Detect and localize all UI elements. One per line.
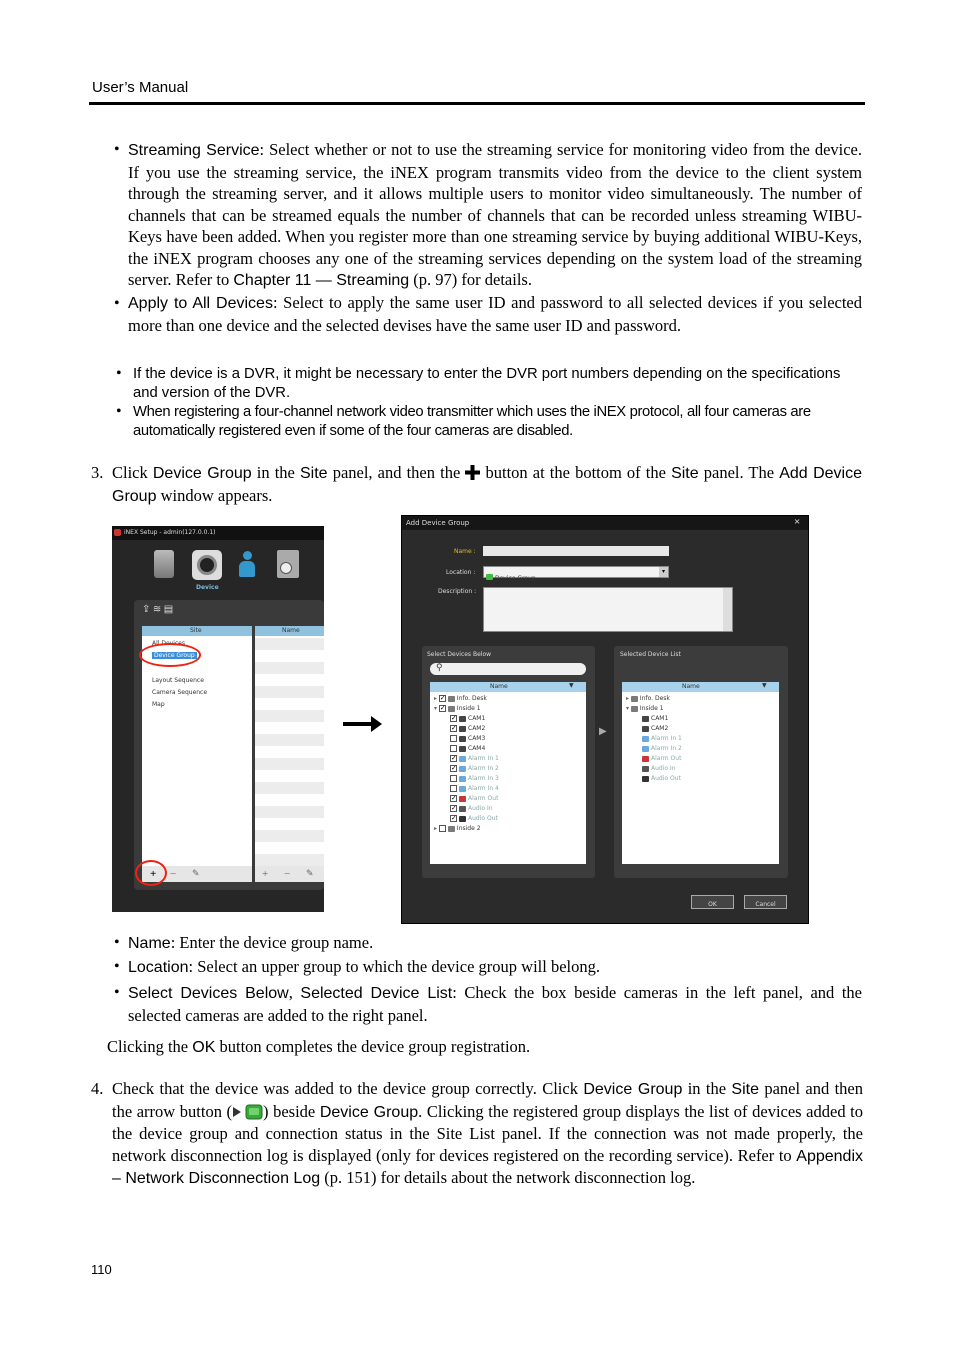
device-label: Alarm In 2 bbox=[651, 745, 682, 752]
bullet-text: : Select to apply the same user ID and password to all selected devices if you selected more than one device and the selected devises have the same user ID and password. bbox=[128, 293, 862, 335]
inex-setup-screenshot bbox=[112, 526, 324, 912]
ui-term: Device Group bbox=[319, 1103, 419, 1121]
device-row[interactable] bbox=[624, 714, 668, 724]
checkbox[interactable] bbox=[450, 725, 457, 732]
bullet-text: (p. 97) for details. bbox=[409, 270, 532, 289]
sort-icon[interactable]: ▼ bbox=[762, 682, 767, 689]
dev-icon bbox=[448, 696, 455, 702]
ok-line: Clicking the OK button completes the device group registration. bbox=[107, 1037, 531, 1056]
checkbox[interactable] bbox=[439, 695, 446, 702]
audout-icon bbox=[459, 816, 466, 822]
checkbox[interactable] bbox=[439, 705, 446, 712]
location-label: Location : bbox=[446, 569, 476, 576]
device-label: CAM1 bbox=[651, 715, 669, 722]
dev-icon bbox=[631, 696, 638, 702]
location-value: Device Group bbox=[495, 575, 536, 582]
checkbox[interactable] bbox=[450, 805, 457, 812]
tab-label-device: Device bbox=[196, 584, 219, 591]
device-row[interactable] bbox=[624, 774, 681, 784]
selected-device-list[interactable] bbox=[622, 682, 779, 864]
device-tab[interactable] bbox=[192, 550, 222, 580]
cam-icon bbox=[459, 716, 466, 722]
cam-icon bbox=[459, 746, 466, 752]
expand-arrow-icon bbox=[232, 1106, 242, 1118]
ain-icon bbox=[459, 776, 466, 782]
tree-all-devices[interactable]: All Devices bbox=[152, 640, 185, 647]
device-row[interactable] bbox=[432, 764, 499, 774]
add-device-group-dialog bbox=[401, 515, 809, 924]
checkbox[interactable] bbox=[450, 755, 457, 762]
bullet-apply-all bbox=[128, 292, 862, 336]
checkbox[interactable] bbox=[450, 775, 457, 782]
device-row[interactable] bbox=[624, 724, 668, 734]
checkbox[interactable] bbox=[450, 765, 457, 772]
device-row[interactable] bbox=[432, 814, 498, 824]
expand-icon[interactable]: ▸ bbox=[434, 825, 439, 832]
bullet-dot: • bbox=[114, 934, 120, 951]
step-number: 4. bbox=[91, 1079, 104, 1098]
ui-term: Site bbox=[300, 465, 328, 482]
highlight-circle bbox=[135, 860, 167, 886]
checkbox[interactable] bbox=[450, 735, 457, 742]
device-row[interactable] bbox=[624, 734, 682, 744]
ui-term: Device Group bbox=[152, 465, 252, 482]
server-icon[interactable] bbox=[154, 550, 174, 578]
ain-icon bbox=[459, 766, 466, 772]
dev-icon bbox=[448, 706, 455, 712]
ain-icon bbox=[459, 756, 466, 762]
bullet-dot: • bbox=[114, 141, 120, 158]
checkbox[interactable] bbox=[450, 795, 457, 802]
dialog-title: Add Device Group bbox=[406, 519, 470, 527]
device-row[interactable] bbox=[624, 744, 682, 754]
aout-icon bbox=[459, 796, 466, 802]
bullet-dot: • bbox=[114, 958, 120, 975]
bullet-dot: • bbox=[116, 403, 122, 420]
col-site: Site bbox=[190, 627, 202, 634]
bullet-dot: • bbox=[114, 984, 120, 1001]
plus-icon bbox=[465, 465, 480, 480]
add-button[interactable]: + bbox=[150, 868, 157, 880]
device-row[interactable] bbox=[432, 804, 493, 814]
app-icon bbox=[114, 529, 121, 536]
checkbox[interactable] bbox=[450, 785, 457, 792]
bullet-streaming-service bbox=[128, 139, 862, 292]
device-label: Info. Desk bbox=[639, 695, 670, 702]
device-label: Inside 2 bbox=[456, 825, 481, 832]
selected-device-title: Selected Device List bbox=[620, 651, 681, 658]
device-label: CAM3 bbox=[468, 735, 486, 742]
audin-icon bbox=[642, 766, 649, 772]
device-row[interactable] bbox=[432, 784, 499, 794]
checkbox[interactable] bbox=[450, 815, 457, 822]
term: Streaming Service bbox=[128, 142, 260, 159]
header-title: User’s Manual bbox=[92, 79, 189, 96]
cam-icon bbox=[459, 726, 466, 732]
arrow-right-icon bbox=[343, 715, 383, 733]
name-input[interactable] bbox=[483, 546, 669, 556]
bullet-dot: • bbox=[116, 365, 122, 382]
col-name: Name bbox=[682, 683, 700, 690]
camera-icon bbox=[197, 555, 217, 575]
note-dvr: If the device is a DVR, it might be necessary to enter the DVR port numbers depending on the specifications and version of the DVR. bbox=[133, 366, 841, 401]
device-label: Audio Out bbox=[468, 815, 498, 822]
edit-button-2[interactable]: ✎ bbox=[306, 868, 314, 878]
device-row[interactable] bbox=[432, 734, 485, 744]
ain-icon bbox=[642, 736, 649, 742]
term: Select Devices Below bbox=[128, 985, 289, 1002]
term: Selected Device List bbox=[300, 985, 453, 1002]
device-row[interactable] bbox=[432, 714, 485, 724]
term: Name bbox=[128, 935, 171, 952]
expand-icon[interactable]: ▸ bbox=[434, 695, 439, 702]
device-label: CAM2 bbox=[468, 725, 486, 732]
cross-ref: Chapter 11 — Streaming bbox=[233, 272, 410, 289]
aout-icon bbox=[642, 756, 649, 762]
device-row[interactable] bbox=[624, 764, 676, 774]
bullet-location: Location: Select an upper group to which the device group will belong. bbox=[128, 957, 600, 976]
cam-icon bbox=[642, 726, 649, 732]
header-rule bbox=[89, 102, 865, 105]
description-label: Description : bbox=[438, 588, 477, 595]
bullet-text: : Select whether or not to use the streaming service for monitoring video from the device. If you use the streaming service, the iNEX program transmits video from the device to the client system through the streaming server, and it allows multiple users to monitor video simultaneously. The number of channels that can be streamed equals the number of channels that can be recorded unless streaming WIBU-Keys have been added. When you register more than one streaming service by buying additional WIBU-Keys, the iNEX program chooses any one of the streaming services depending on the system load of the streaming server. Refer to bbox=[128, 140, 862, 289]
location-select[interactable] bbox=[483, 566, 669, 582]
group-icon bbox=[486, 574, 493, 580]
device-row[interactable] bbox=[432, 794, 498, 804]
note-four-channel: When registering a four-channel network video transmitter which uses the iNEX protocol, all four cameras are automatically registered even if some of the four cameras are disabled. bbox=[133, 404, 811, 439]
device-label: Audio In bbox=[468, 805, 493, 812]
device-label: Audio Out bbox=[651, 775, 681, 782]
device-row[interactable] bbox=[624, 754, 681, 764]
device-row[interactable] bbox=[624, 694, 670, 704]
device-label: Info. Desk bbox=[456, 695, 487, 702]
edit-button[interactable]: ✎ bbox=[192, 868, 200, 878]
device-row[interactable] bbox=[432, 774, 499, 784]
device-label: Alarm In 1 bbox=[651, 735, 682, 742]
device-label: Alarm Out bbox=[468, 795, 499, 802]
term: Apply to All Devices bbox=[128, 295, 273, 312]
tree-camera-sequence[interactable]: Camera Sequence bbox=[152, 689, 208, 696]
device-row[interactable] bbox=[432, 824, 481, 834]
checkbox[interactable] bbox=[450, 715, 457, 722]
ui-term: OK bbox=[192, 1039, 216, 1056]
move-right-icon[interactable]: ▶ bbox=[599, 726, 607, 737]
tree-device-group[interactable]: Device Group bbox=[154, 652, 195, 659]
device-label: CAM1 bbox=[468, 715, 486, 722]
cam-icon bbox=[642, 716, 649, 722]
device-label: Alarm Out bbox=[651, 755, 682, 762]
checkbox[interactable] bbox=[439, 825, 446, 832]
device-label: CAM4 bbox=[468, 745, 486, 752]
device-label: Inside 1 bbox=[456, 705, 481, 712]
device-label: Alarm In 4 bbox=[468, 785, 499, 792]
bullet-name: Name: Enter the device group name. bbox=[128, 933, 374, 952]
window-title: iNEX Setup - admin(127.0.0.1) bbox=[124, 529, 216, 536]
checkbox[interactable] bbox=[450, 745, 457, 752]
device-row[interactable] bbox=[432, 754, 499, 764]
bullet-dot: • bbox=[114, 295, 120, 312]
ui-term: Add Device Group bbox=[112, 465, 862, 505]
col-name: Name bbox=[490, 683, 508, 690]
chevron-down-icon[interactable]: ▾ bbox=[659, 567, 668, 577]
step4-text: Check that the device was added to the device group correctly. Click Device Group in the Site panel and then the arrow button ( ) beside Device Group. Clicking the registered group displays the list of devices added to the device group and connection status in the Site List panel. If the connection was not made properly, the network disconnection log is displayed (only for devices registered on the recording service). Refer to Appendix – Network Disconnection Log (p. 151) for details about the network disconnection log. bbox=[112, 1079, 863, 1187]
ui-term: Appendix – Network Disconnection Log bbox=[112, 1147, 863, 1187]
sort-icon[interactable]: ▼ bbox=[569, 682, 574, 689]
select-devices-title: Select Devices Below bbox=[427, 651, 492, 658]
select-devices-list[interactable] bbox=[430, 682, 586, 864]
user-icon[interactable] bbox=[238, 551, 256, 579]
dev-icon bbox=[448, 826, 455, 832]
add-button-2[interactable]: + bbox=[262, 868, 269, 880]
close-icon[interactable]: × bbox=[794, 516, 801, 528]
device-group-icon bbox=[245, 1104, 263, 1120]
toolbar-icons[interactable]: ⇪ ≋ ▤ bbox=[142, 604, 174, 615]
highlight-circle bbox=[139, 643, 201, 667]
dev-icon bbox=[631, 706, 638, 712]
ui-term: Device Group bbox=[583, 1081, 683, 1098]
device-label: Alarm In 3 bbox=[468, 775, 499, 782]
name-list[interactable] bbox=[255, 626, 324, 882]
schedule-icon[interactable] bbox=[277, 550, 299, 578]
remove-button[interactable]: − bbox=[170, 868, 177, 880]
audout-icon bbox=[642, 776, 649, 782]
device-label: Audio In bbox=[651, 765, 676, 772]
device-row[interactable] bbox=[624, 704, 664, 714]
tree-map[interactable]: Map bbox=[152, 701, 165, 708]
term: Location bbox=[128, 959, 189, 976]
scrollbar[interactable] bbox=[723, 588, 732, 631]
device-label: Alarm In 2 bbox=[468, 765, 499, 772]
cancel-button[interactable]: Cancel bbox=[744, 895, 787, 909]
device-row[interactable] bbox=[432, 744, 485, 754]
ok-button[interactable]: OK bbox=[691, 895, 734, 909]
device-label: Alarm In 1 bbox=[468, 755, 499, 762]
bullet-select-devices: Select Devices Below, Selected Device List: Check the box beside cameras in the left panel, and the selected cameras are added to the right panel. bbox=[128, 983, 863, 1025]
ain-icon bbox=[642, 746, 649, 752]
device-label: Inside 1 bbox=[639, 705, 664, 712]
description-input[interactable] bbox=[483, 587, 733, 632]
ain-icon bbox=[459, 786, 466, 792]
search-input[interactable] bbox=[430, 663, 586, 675]
expand-icon[interactable]: ▸ bbox=[626, 695, 631, 702]
page-number: 110 bbox=[91, 1262, 112, 1277]
ui-term: Site bbox=[671, 465, 699, 482]
remove-button-2[interactable]: − bbox=[284, 868, 291, 880]
ui-term: Site bbox=[731, 1081, 759, 1098]
device-label: CAM2 bbox=[651, 725, 669, 732]
col-name: Name bbox=[282, 627, 300, 634]
cam-icon bbox=[459, 736, 466, 742]
tree-layout-sequence[interactable]: Layout Sequence bbox=[152, 677, 204, 684]
collapse-icon[interactable]: ▾ bbox=[626, 705, 631, 712]
search-icon: ⚲ bbox=[436, 662, 443, 672]
collapse-icon[interactable]: ▾ bbox=[434, 705, 439, 712]
device-row[interactable] bbox=[432, 724, 485, 734]
step3-text: Click Device Group in the Site panel, and then the button at the bottom of the Site panel. The Add Device Group window appears. bbox=[112, 463, 862, 505]
name-label: Name : bbox=[454, 548, 476, 555]
audin-icon bbox=[459, 806, 466, 812]
step-number: 3. bbox=[91, 463, 104, 482]
